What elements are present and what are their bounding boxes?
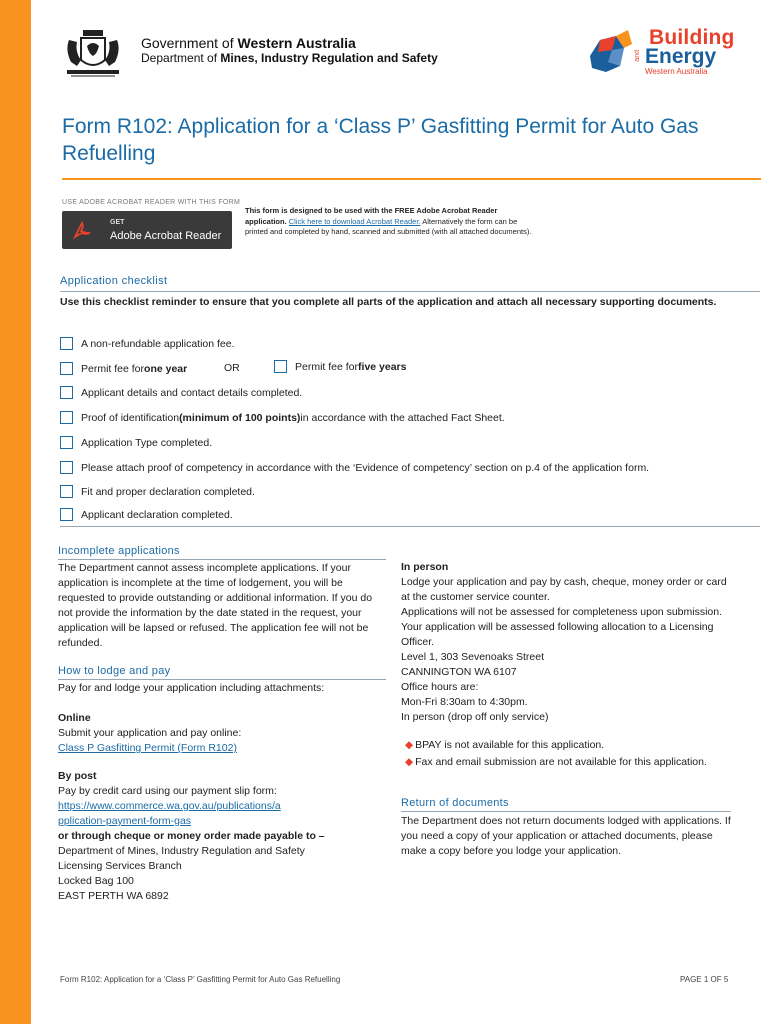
- checklist-bottom-divider: [60, 526, 760, 527]
- checklist-item-fit-proper: Fit and proper declaration completed.: [60, 485, 255, 498]
- logo-energy-text: Energy: [645, 45, 717, 68]
- checklist-item-applicant-details: Applicant details and contact details completed.: [60, 386, 302, 399]
- logo-and-text: and: [634, 50, 641, 62]
- fax-note: ◆ Fax and email submission are not available for this application.: [405, 756, 707, 768]
- lodge-heading: How to lodge and pay: [58, 665, 171, 677]
- checklist-item-application-type: Application Type completed.: [60, 436, 212, 449]
- title-divider: [62, 178, 761, 180]
- incomplete-heading: Incomplete applications: [58, 545, 180, 557]
- checkbox-fee[interactable]: [60, 337, 73, 350]
- payment-form-link[interactable]: https://www.commerce.wa.gov.au/publications/a: [58, 800, 281, 812]
- download-acrobat-link[interactable]: Click here to download Acrobat Reader.: [288, 216, 421, 226]
- acrobat-note: This form is designed to be used with the FREE Adobe Acrobat Reader application. Click here to download Acrobat Reader. Alternatively the form can be printed and completed by hand, scanned and submitted (with all attached documents).: [245, 206, 532, 236]
- checklist-item-one-year: Permit fee for one year: [60, 362, 187, 375]
- checkbox-competency[interactable]: [60, 461, 73, 474]
- checklist-item-five-years: Permit fee for five years: [274, 360, 407, 373]
- lodge-divider: [58, 679, 386, 680]
- footer-form-name: Form R102: Application for a ‘Class P’ Gasfitting Permit for Auto Gas Refuelling: [60, 975, 341, 984]
- checkbox-applicant-declaration[interactable]: [60, 508, 73, 521]
- form-page: [31, 0, 770, 1024]
- online-section: Online Submit your application and pay online: Class P Gasfitting Permit (Form R102): [58, 712, 242, 754]
- checklist-item-applicant-declaration: Applicant declaration completed.: [60, 508, 233, 521]
- acrobat-caption: USE ADOBE ACROBAT READER WITH THIS FORM: [62, 199, 241, 206]
- acrobat-name-label: Adobe Acrobat Reader: [110, 230, 222, 242]
- payment-form-link-cont[interactable]: pplication-payment-form-gas: [58, 815, 192, 827]
- government-name: Government of Western Australia: [141, 35, 356, 51]
- return-divider: [401, 811, 731, 812]
- checklist-item-fee: A non-refundable application fee.: [60, 337, 235, 350]
- department-name: Department of Mines, Industry Regulation and Safety: [141, 51, 438, 65]
- footer-page-number: PAGE 1 OF 5: [680, 975, 729, 984]
- bullet-icon: ◆: [405, 756, 414, 768]
- acrobat-get-label: GET: [110, 219, 125, 226]
- checklist-item-identification: Proof of identification (minimum of 100 points) in accordance with the attached Fact Sheet.: [60, 411, 505, 424]
- incomplete-text: The Department cannot assess incomplete applications. If your application is incomplete at the time of lodgement, you will be requested to provide outstanding or additional information. If you do not provide the information by the date stated in the request, your application will be lapsed or refused. The application fee will not be refunded.: [58, 562, 373, 649]
- page-title: Form R102: Application for a ‘Class P’ Gasfitting Permit for Auto Gas Refuelling: [62, 115, 699, 165]
- checklist-item-competency: Please attach proof of competency in accordance with the ‘Evidence of competency’ section on p.4 of the application form.: [60, 461, 649, 474]
- checkbox-applicant-details[interactable]: [60, 386, 73, 399]
- checkbox-fit-proper[interactable]: [60, 485, 73, 498]
- return-text: The Department does not return documents lodged with applications. If you need a copy of your application or attached documents, please make a copy before you lodge your application.: [401, 815, 731, 857]
- in-person-section: In person Lodge your application and pay by cash, cheque, money order or card at the customer service counter. Applications will not be assessed for completeness upon submission. Your application will be assessed following allocation to a Licensing Officer. Level 1, 303 Sevenoaks Street CANNINGTON WA 6107 Office hours are: Mon-Fri 8:30am to 4:30pm. In person (drop off only service): [401, 561, 727, 723]
- bullet-icon: ◆: [405, 739, 414, 751]
- wa-coat-of-arms-icon: [61, 26, 125, 82]
- checklist-intro: Use this checklist reminder to ensure that you complete all parts of the application and attach all necessary supporting documents.: [60, 296, 717, 308]
- get-acrobat-button[interactable]: [62, 211, 232, 249]
- side-accent-bar: [0, 0, 31, 1024]
- checklist-divider: [60, 291, 760, 292]
- online-form-link[interactable]: Class P Gasfitting Permit (Form R102): [58, 742, 237, 754]
- checklist-heading: Application checklist: [60, 275, 168, 287]
- post-section: By post Pay by credit card using our payment slip form: https://www.commerce.wa.gov.au/publications/a pplication-payment-form-gas or through cheque or money order made payable to – Department of Mines, Industry Regulation and Safety Licensing Services Branch Locked Bag 100 EAST PERTH WA 6892: [58, 770, 325, 902]
- checkbox-identification[interactable]: [60, 411, 73, 424]
- bpay-note: ◆ BPAY is not available for this application.: [405, 739, 605, 751]
- incomplete-divider: [58, 559, 386, 560]
- checkbox-one-year[interactable]: [60, 362, 73, 375]
- lodge-intro: Pay for and lodge your application including attachments:: [58, 682, 325, 694]
- adobe-acrobat-icon: [71, 219, 93, 241]
- or-label: OR: [224, 362, 240, 374]
- logo-wa-text: Western Australia: [645, 67, 708, 76]
- checkbox-five-years[interactable]: [274, 360, 287, 373]
- return-heading: Return of documents: [401, 797, 509, 809]
- logo-building-text: Building: [649, 26, 735, 49]
- checkbox-application-type[interactable]: [60, 436, 73, 449]
